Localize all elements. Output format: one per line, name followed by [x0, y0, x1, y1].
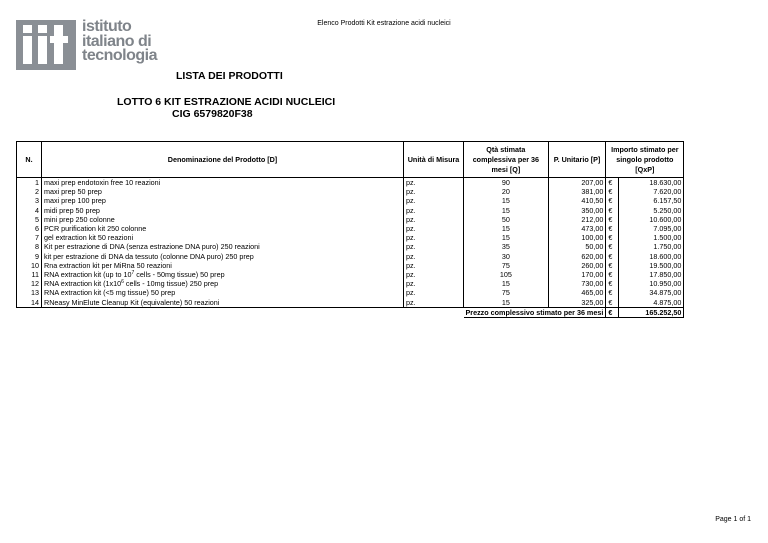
row-currency: €	[606, 196, 619, 205]
table-row	[17, 242, 684, 251]
row-number: 7	[17, 233, 42, 242]
row-description: RNA extraction kit (<5 mg tissue) 50 prep	[42, 288, 404, 297]
table-body	[17, 178, 684, 308]
row-number: 12	[17, 279, 42, 288]
table-row	[17, 252, 684, 261]
row-currency: €	[606, 270, 619, 279]
table-row	[17, 261, 684, 270]
total-label: Prezzo complessivo stimato per 36 mesi	[464, 307, 606, 317]
row-quantity: 15	[464, 233, 549, 242]
row-number: 4	[17, 206, 42, 215]
row-amount: 17.850,00	[619, 270, 684, 279]
row-currency: €	[606, 279, 619, 288]
row-unit: pz.	[404, 196, 464, 205]
row-unit: pz.	[404, 215, 464, 224]
row-description: gel extraction kit 50 reazioni	[42, 233, 404, 242]
row-description: Kit per estrazione di DNA (senza estrazione DNA puro) 250 reazioni	[42, 242, 404, 251]
row-quantity: 15	[464, 224, 549, 233]
row-number: 1	[17, 178, 42, 188]
row-description-part: cells - 50mg tissue) 50 prep	[134, 270, 225, 280]
row-quantity: 90	[464, 178, 549, 188]
row-currency: €	[606, 242, 619, 251]
row-unit: pz.	[404, 261, 464, 270]
iit-logo-mark	[16, 20, 76, 70]
row-description: maxi prep endotoxin free 10 reazioni	[42, 178, 404, 188]
header-n: N.	[17, 142, 42, 178]
row-description: Rna extraction kit per MiRna 50 reazioni	[42, 261, 404, 270]
table-row	[17, 298, 684, 308]
row-amount: 5.250,00	[619, 206, 684, 215]
row-amount: 7.095,00	[619, 224, 684, 233]
row-number: 5	[17, 215, 42, 224]
row-description	[42, 279, 404, 288]
row-quantity: 75	[464, 288, 549, 297]
row-unit-price: 350,00	[548, 206, 606, 215]
row-unit: pz.	[404, 279, 464, 288]
row-unit-price: 50,00	[548, 242, 606, 251]
row-currency: €	[606, 187, 619, 196]
row-description-superscript: 6	[121, 279, 124, 286]
row-unit: pz.	[404, 270, 464, 279]
page-number: Page 1 of 1	[715, 516, 751, 523]
row-description: midi prep 50 prep	[42, 206, 404, 215]
table-row	[17, 288, 684, 297]
row-description-part: RNA extraction kit (1x10	[44, 279, 122, 289]
row-unit-price: 381,00	[548, 187, 606, 196]
iit-logo	[16, 20, 186, 72]
total-currency: €	[606, 307, 619, 317]
row-unit: pz.	[404, 242, 464, 251]
row-amount: 6.157,50	[619, 196, 684, 205]
row-amount: 18.600,00	[619, 252, 684, 261]
row-quantity: 50	[464, 215, 549, 224]
logo-word: tecnologia	[82, 47, 158, 64]
table-header-row	[17, 142, 684, 178]
row-unit-price: 212,00	[548, 215, 606, 224]
row-quantity: 15	[464, 279, 549, 288]
table-row	[17, 233, 684, 242]
row-number: 8	[17, 242, 42, 251]
total-row	[17, 307, 684, 317]
row-amount: 10.600,00	[619, 215, 684, 224]
row-description: maxi prep 50 prep	[42, 187, 404, 196]
logo-word: italiano di	[82, 32, 152, 50]
row-amount: 19.500,00	[619, 261, 684, 270]
row-unit-price: 730,00	[548, 279, 606, 288]
row-unit-price: 325,00	[548, 298, 606, 308]
row-unit-price: 620,00	[548, 252, 606, 261]
row-quantity: 30	[464, 252, 549, 261]
row-description: PCR purification kit 250 colonne	[42, 224, 404, 233]
header-quantity: Qtà stimata complessiva per 36 mesi [Q]	[464, 142, 549, 178]
row-unit-price: 207,00	[548, 178, 606, 188]
table-row	[17, 215, 684, 224]
iit-logo-words	[82, 20, 157, 64]
row-unit: pz.	[404, 206, 464, 215]
row-number: 9	[17, 252, 42, 261]
row-quantity: 35	[464, 242, 549, 251]
header-description: Denominazione del Prodotto [D]	[42, 142, 404, 178]
header-amount: Importo stimato per singolo prodotto [QxP]	[606, 142, 684, 178]
row-number: 2	[17, 187, 42, 196]
row-amount: 1.500,00	[619, 233, 684, 242]
row-unit: pz.	[404, 298, 464, 308]
row-currency: €	[606, 288, 619, 297]
products-table	[16, 141, 684, 318]
row-number: 13	[17, 288, 42, 297]
row-currency: €	[606, 224, 619, 233]
table-row	[17, 270, 684, 279]
row-unit-price: 473,00	[548, 224, 606, 233]
row-description-superscript: 7	[131, 270, 135, 277]
row-quantity: 15	[464, 206, 549, 215]
total-spacer	[17, 307, 464, 317]
table-row	[17, 279, 684, 288]
logo-word: istituto	[82, 18, 132, 35]
row-amount: 1.750,00	[619, 242, 684, 251]
row-amount: 10.950,00	[619, 279, 684, 288]
row-currency: €	[606, 178, 619, 188]
row-description-part: RNA extraction kit (up to 10	[44, 270, 132, 280]
row-number: 3	[17, 196, 42, 205]
row-currency: €	[606, 261, 619, 270]
row-description: kit per estrazione di DNA da tessuto (colonne DNA puro) 250 prep	[42, 252, 404, 261]
row-description: maxi prep 100 prep	[42, 196, 404, 205]
row-amount: 7.620,00	[619, 187, 684, 196]
row-description	[42, 270, 404, 279]
row-unit: pz.	[404, 187, 464, 196]
row-currency: €	[606, 206, 619, 215]
row-quantity: 15	[464, 298, 549, 308]
row-number: 11	[17, 270, 42, 279]
row-description: RNeasy MinElute Cleanup Kit (equivalente) 50 reazioni	[42, 298, 404, 308]
header-unit: Unità di Misura	[404, 142, 464, 178]
row-quantity: 75	[464, 261, 549, 270]
row-unit-price: 100,00	[548, 233, 606, 242]
total-amount: 165.252,50	[619, 307, 684, 317]
row-unit: pz.	[404, 233, 464, 242]
row-unit-price: 410,50	[548, 196, 606, 205]
row-amount: 34.875,00	[619, 288, 684, 297]
row-unit: pz.	[404, 288, 464, 297]
row-quantity: 20	[464, 187, 549, 196]
row-quantity: 15	[464, 196, 549, 205]
table-row	[17, 178, 684, 188]
row-quantity: 105	[464, 270, 549, 279]
row-unit-price: 465,00	[548, 288, 606, 297]
row-number: 10	[17, 261, 42, 270]
row-unit: pz.	[404, 252, 464, 261]
row-number: 6	[17, 224, 42, 233]
row-unit-price: 260,00	[548, 261, 606, 270]
cig-title: CIG 6579820F38	[172, 108, 253, 120]
row-number: 14	[17, 298, 42, 308]
page-header-title: Elenco Prodotti Kit estrazione acidi nucleici	[317, 20, 451, 27]
table-row	[17, 187, 684, 196]
row-description-part: cells - 10mg tissue) 250 prep	[123, 279, 219, 289]
row-unit: pz.	[404, 178, 464, 188]
row-currency: €	[606, 215, 619, 224]
row-amount: 4.875,00	[619, 298, 684, 308]
row-unit-price: 170,00	[548, 270, 606, 279]
row-currency: €	[606, 233, 619, 242]
list-title: LISTA DEI PRODOTTI	[176, 70, 283, 82]
table-row	[17, 224, 684, 233]
row-amount: 18.630,00	[619, 178, 684, 188]
row-unit: pz.	[404, 224, 464, 233]
lotto-title: LOTTO 6 KIT ESTRAZIONE ACIDI NUCLEICI	[117, 96, 336, 108]
table-row	[17, 196, 684, 205]
table-row	[17, 206, 684, 215]
row-description: mini prep 250 colonne	[42, 215, 404, 224]
header-unit-price: P. Unitario [P]	[548, 142, 606, 178]
row-currency: €	[606, 298, 619, 308]
row-currency: €	[606, 252, 619, 261]
